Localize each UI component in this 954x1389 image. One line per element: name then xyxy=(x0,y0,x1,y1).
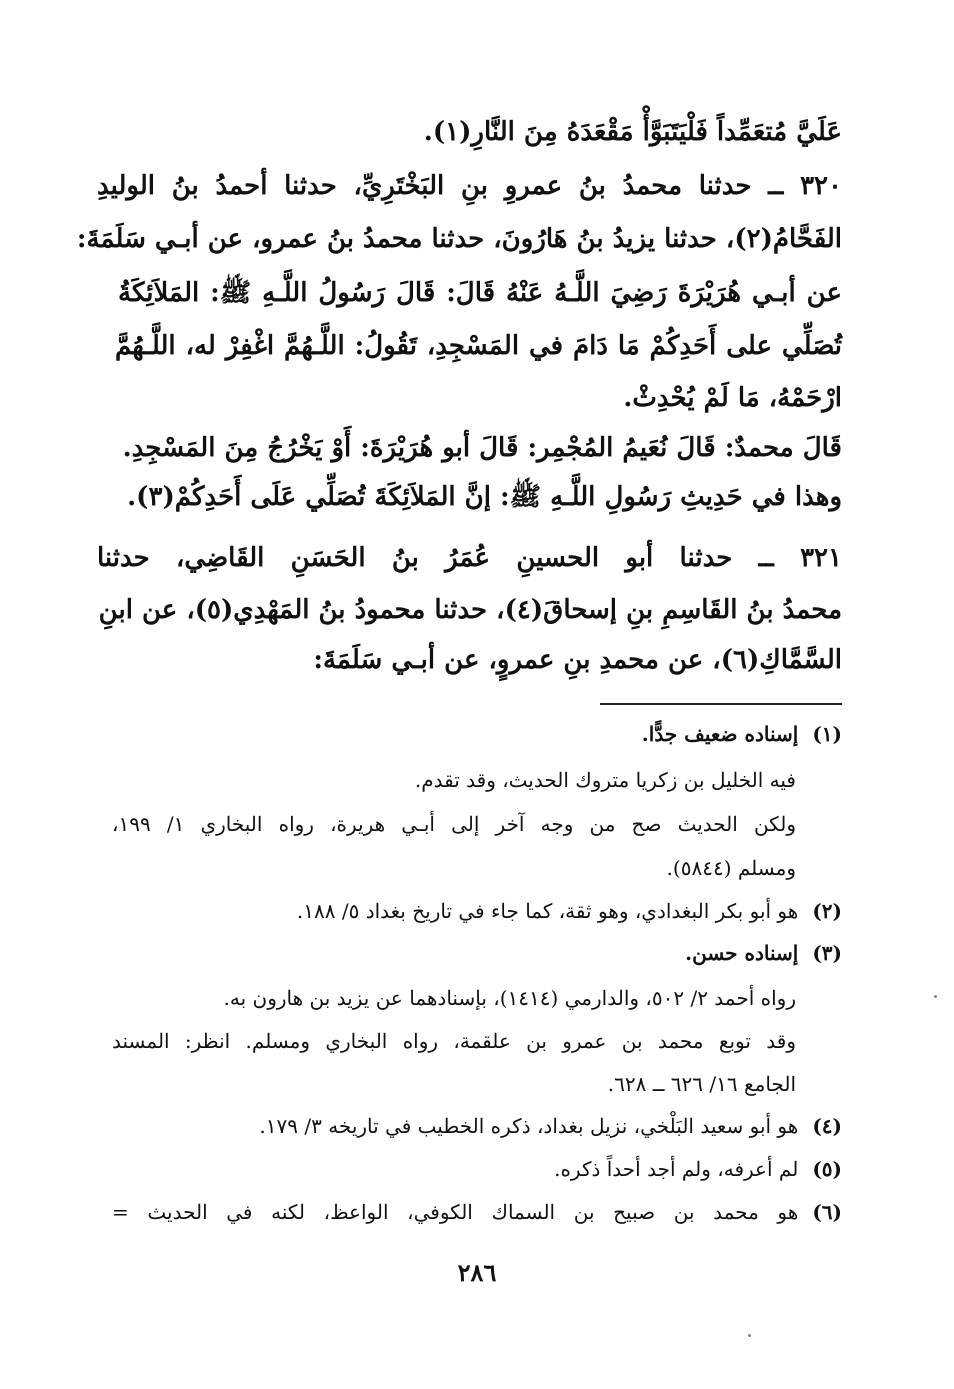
footnote-3-line-2: وقد توبع محمد بن عمرو بن علقمة، رواه البخاري ومسلم. انظر: المسند xyxy=(112,1029,796,1053)
main-line-6: ارْحَمْهُ، مَا لَمْ يُحْدِثْ. xyxy=(623,383,842,413)
footnote-4 xyxy=(259,1110,842,1142)
footnote-1-head xyxy=(642,718,842,750)
footnote-1-line-3: ومسلم (٥٨٤٤). xyxy=(666,856,796,880)
main-line-10: محمدُ بنُ القَاسِمِ بنِ إسحاقَ(٤)، حدثنا محمودُ بنُ المَهْدِي(٥)، عن ابنِ xyxy=(98,595,842,625)
footnote-6-text: هو محمد بن صبيح بن السماك الكوفي، الواعظ، لكنه في الحديث = xyxy=(112,1200,799,1224)
footnote-6 xyxy=(112,1196,842,1228)
main-line-3: الفَحَّامُ(٢)، حدثنا يزيدُ بنُ هَارُونَ، حدثنا محمدُ بنُ عمرو، عن أبـي سَلَمَةَ: xyxy=(76,224,842,254)
footnote-2-text: هو أبو بكر البغدادي، وهو ثقة، كما جاء في تاريخ بغداد ٥/ ١٨٨. xyxy=(296,899,799,923)
footnote-1-heading: إسناده ضعيف جدًّا. xyxy=(641,722,799,746)
main-line-1: عَلَيَّ مُتعَمِّداً فَلْيَتَبَوَّأْ مَقْعَدَهُ مِنَ النَّارِ(١). xyxy=(423,117,842,147)
footnote-1-number: (١) xyxy=(812,722,842,746)
main-line-7: قَالَ محمدٌ: قَالَ نُعَيمُ المُجْمِر: قَالَ أبو هُرَيْرَةَ: أَوْ يَخْرُجُ مِنَ المَسْجِدِ. xyxy=(122,433,842,463)
footnote-5 xyxy=(554,1153,842,1185)
main-line-4: عن أبـي هُرَيْرَةَ رَضِيَ اللَّـهُ عَنْهُ قَالَ: قَالَ رَسُولُ اللَّـهِ ﷺ: المَلاَئِكَةُ xyxy=(118,278,842,308)
footnote-4-number: (٤) xyxy=(812,1114,842,1138)
footnote-3-line-3: الجامع ١٦/ ٦٢٦ ــ ٦٢٨. xyxy=(607,1072,796,1096)
footnote-1-line-2: ولكن الحديث صح من وجه آخر إلى أبـي هريرة، رواه البخاري ١/ ١٩٩، xyxy=(112,812,796,836)
footnote-separator xyxy=(600,703,842,705)
main-line-2: ٣٢٠ ــ حدثنا محمدُ بنُ عمروِ بنِ البَخْتَرِيِّ، حدثنا أحمدُ بنُ الوليدِ xyxy=(97,171,842,201)
footnote-6-number: (٦) xyxy=(812,1200,842,1224)
footnote-3-number: (٣) xyxy=(812,941,842,965)
footnote-5-text: لم أعرفه، ولم أجد أحداً ذكره. xyxy=(554,1157,799,1181)
main-line-5: تُصَلِّي على أَحَدِكُمْ مَا دَامَ في المَسْجِدِ، تَقُولُ: اللَّـهُمَّ اغْفِرْ له، اللَّـهُمَّ xyxy=(115,331,842,361)
footnote-3-head xyxy=(685,937,842,969)
footnote-2-number: (٢) xyxy=(812,899,842,923)
footnote-5-number: (٥) xyxy=(812,1157,842,1181)
footnote-1-line-1: فيه الخليل بن زكريا متروك الحديث، وقد تقدم. xyxy=(414,768,796,792)
footnote-3-line-1: رواه أحمد ٢/ ٥٠٢، والدارمي (١٤١٤)، بإسنادهما عن يزيد بن هارون به. xyxy=(223,986,796,1010)
main-line-8: وهذا في حَدِيثِ رَسُولِ اللَّـهِ ﷺ: إنَّ المَلاَئِكَةَ تُصَلِّي عَلَى أَحَدِكُمْ(٣). xyxy=(127,482,842,512)
scan-speck xyxy=(748,1334,751,1337)
footnote-3-heading: إسناده حسن. xyxy=(685,941,799,965)
footnote-4-text: هو أبو سعيد البَلْخي، نزيل بغداد، ذكره الخطيب في تاريخه ٣/ ١٧٩. xyxy=(259,1114,799,1138)
footnote-2 xyxy=(297,895,842,927)
main-line-11: السَّمَّاكِ(٦)، عن محمدِ بنِ عمروٍ، عن أبـي سَلَمَةَ: xyxy=(313,645,842,675)
main-line-9: ٣٢١ ــ حدثنا أبو الحسينِ عُمَرُ بنُ الحَسَنِ القَاضِي، حدثنا xyxy=(97,543,842,573)
scan-speck xyxy=(934,995,937,998)
page-number: ٢٨٦ xyxy=(457,1258,497,1287)
